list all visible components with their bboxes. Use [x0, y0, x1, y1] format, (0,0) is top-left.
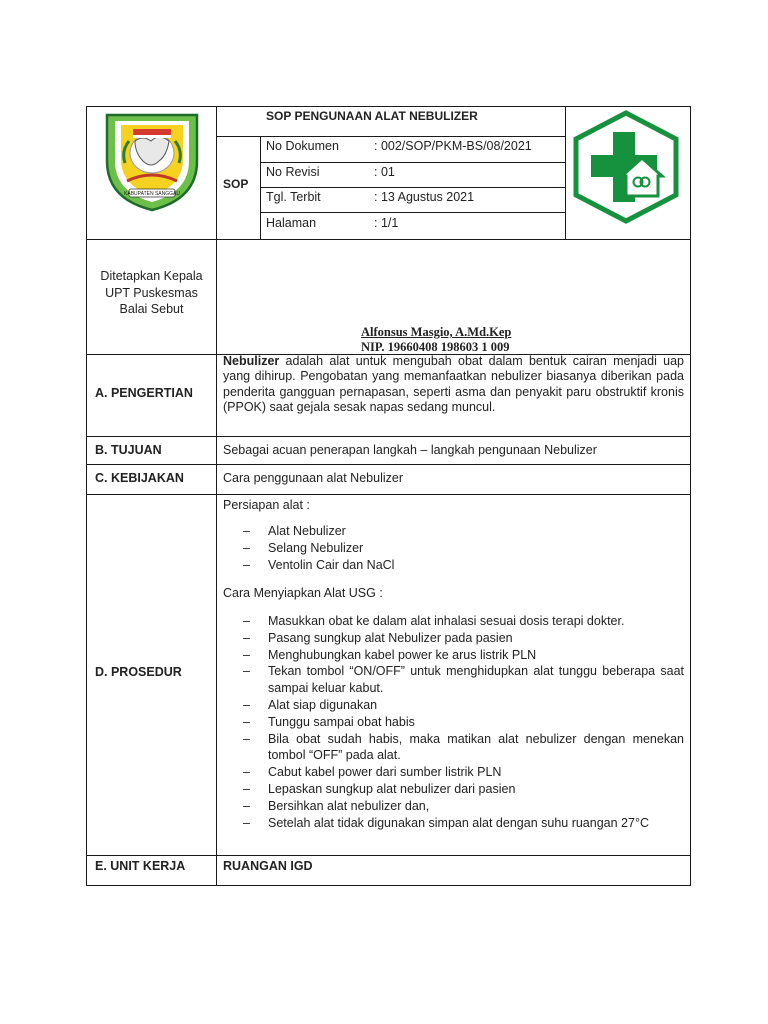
list-item: – Bila obat sudah habis, maka matikan alat nebulizer dengan menekan tombol “OFF” pada alat. — [243, 731, 684, 765]
table-border-top — [86, 106, 691, 107]
unit-kerja-text: RUANGAN IGD — [223, 859, 313, 873]
section-divider — [216, 354, 217, 886]
list-item: – Alat siap digunakan — [243, 697, 684, 714]
list-item: – Setelah alat tidak digunakan simpan alat dengan suhu ruangan 27°C — [243, 815, 684, 832]
field-label-halaman: Halaman — [266, 216, 317, 230]
approval-line-1: Ditetapkan Kepala — [100, 269, 203, 283]
field-value-halaman: : 1/1 — [374, 216, 399, 230]
prep-list — [243, 523, 684, 573]
prep-heading: Persiapan alat : — [223, 498, 310, 512]
signer-name: Alfonsus Masgio, A.Md.Kep — [361, 325, 512, 339]
header-row-line-1 — [260, 162, 566, 163]
steps-list — [243, 613, 684, 831]
field-value-no-revisi: : 01 — [374, 165, 395, 179]
label-pengertian: A. PENGERTIAN — [95, 386, 193, 400]
header-title-underline — [216, 136, 566, 137]
list-item: – Selang Nebulizer — [243, 540, 684, 557]
document-title: SOP PENGUNAAN ALAT NEBULIZER — [266, 109, 478, 123]
field-value-tgl-terbit: : 13 Agustus 2021 — [374, 190, 475, 204]
label-prosedur: D. PROSEDUR — [95, 665, 182, 679]
table-border-right — [690, 106, 691, 886]
list-item: – Cabut kabel power dari sumber listrik PLN — [243, 764, 684, 781]
row-line-prosedur — [86, 855, 691, 856]
tujuan-text: Sebagai acuan penerapan langkah – langkah pengunaan Nebulizer — [223, 443, 597, 457]
approval-line-3: Balai Sebut — [119, 302, 184, 316]
list-item: – Ventolin Cair dan NaCl — [243, 557, 684, 574]
list-item: – Alat Nebulizer — [243, 523, 684, 540]
list-item: – Pasang sungkup alat Nebulizer pada pasien — [243, 630, 684, 647]
list-item: – Tunggu sampai obat habis — [243, 714, 684, 731]
field-label-tgl-terbit: Tgl. Terbit — [266, 190, 321, 204]
list-item: – Bersihkan alat nebulizer dan, — [243, 798, 684, 815]
signer-nip: NIP. 19660408 198603 1 009 — [361, 340, 510, 354]
row-line-tujuan — [86, 464, 691, 465]
label-tujuan: B. TUJUAN — [95, 443, 162, 457]
row-line-kebijakan — [86, 494, 691, 495]
pengertian-text — [223, 354, 684, 416]
field-label-no-dokumen: No Dokumen — [266, 139, 339, 153]
approval-divider — [216, 239, 217, 355]
list-item: – Tekan tombol “ON/OFF” untuk menghidupkan alat tunggu beberapa saat sampai keluar kabut. — [243, 663, 684, 697]
label-unit-kerja: E. UNIT KERJA — [95, 859, 186, 873]
steps-heading: Cara Menyiapkan Alat USG : — [223, 586, 383, 600]
field-value-no-dokumen: : 002/SOP/PKM-BS/08/2021 — [374, 139, 532, 153]
header-bottom-line — [86, 239, 691, 240]
table-border-bottom — [86, 885, 691, 886]
pengertian-body: adalah alat untuk mengubah obat dalam bentuk cairan menjadi uap yang dihirup. Pengobatan yang memanfaatkan nebulizer biasanya diberikan pada penderita gangguan pernapasan, seperti asma dan penyakit paru obstruktif kronis (PPOK) saat gejala sesak napas sedang muncul. — [223, 354, 684, 415]
sop-label: SOP — [223, 177, 249, 191]
regency-logo — [103, 111, 201, 213]
header-divider-sop — [260, 136, 261, 240]
approval-line-2: UPT Puskesmas — [105, 285, 198, 300]
field-label-no-revisi: No Revisi — [266, 165, 320, 179]
header-row-line-3 — [260, 212, 566, 213]
list-item: – Lepaskan sungkup alat nebulizer dari pasien — [243, 781, 684, 798]
list-item: – Menghubungkan kabel power ke arus listrik PLN — [243, 647, 684, 664]
label-kebijakan: C. KEBIJAKAN — [95, 471, 184, 485]
pengertian-term: Nebulizer — [223, 354, 280, 368]
table-border-left — [86, 106, 87, 886]
header-divider-left — [216, 106, 217, 240]
row-line-pengertian — [86, 436, 691, 437]
approval-block — [87, 268, 216, 318]
svg-text:KABUPATEN SANGGAU: KABUPATEN SANGGAU — [124, 191, 180, 197]
kebijakan-text: Cara penggunaan alat Nebulizer — [223, 471, 403, 485]
header-row-line-2 — [260, 187, 566, 188]
puskesmas-logo — [570, 110, 682, 224]
header-divider-right — [565, 106, 566, 240]
list-item: – Masukkan obat ke dalam alat inhalasi sesuai dosis terapi dokter. — [243, 613, 684, 630]
